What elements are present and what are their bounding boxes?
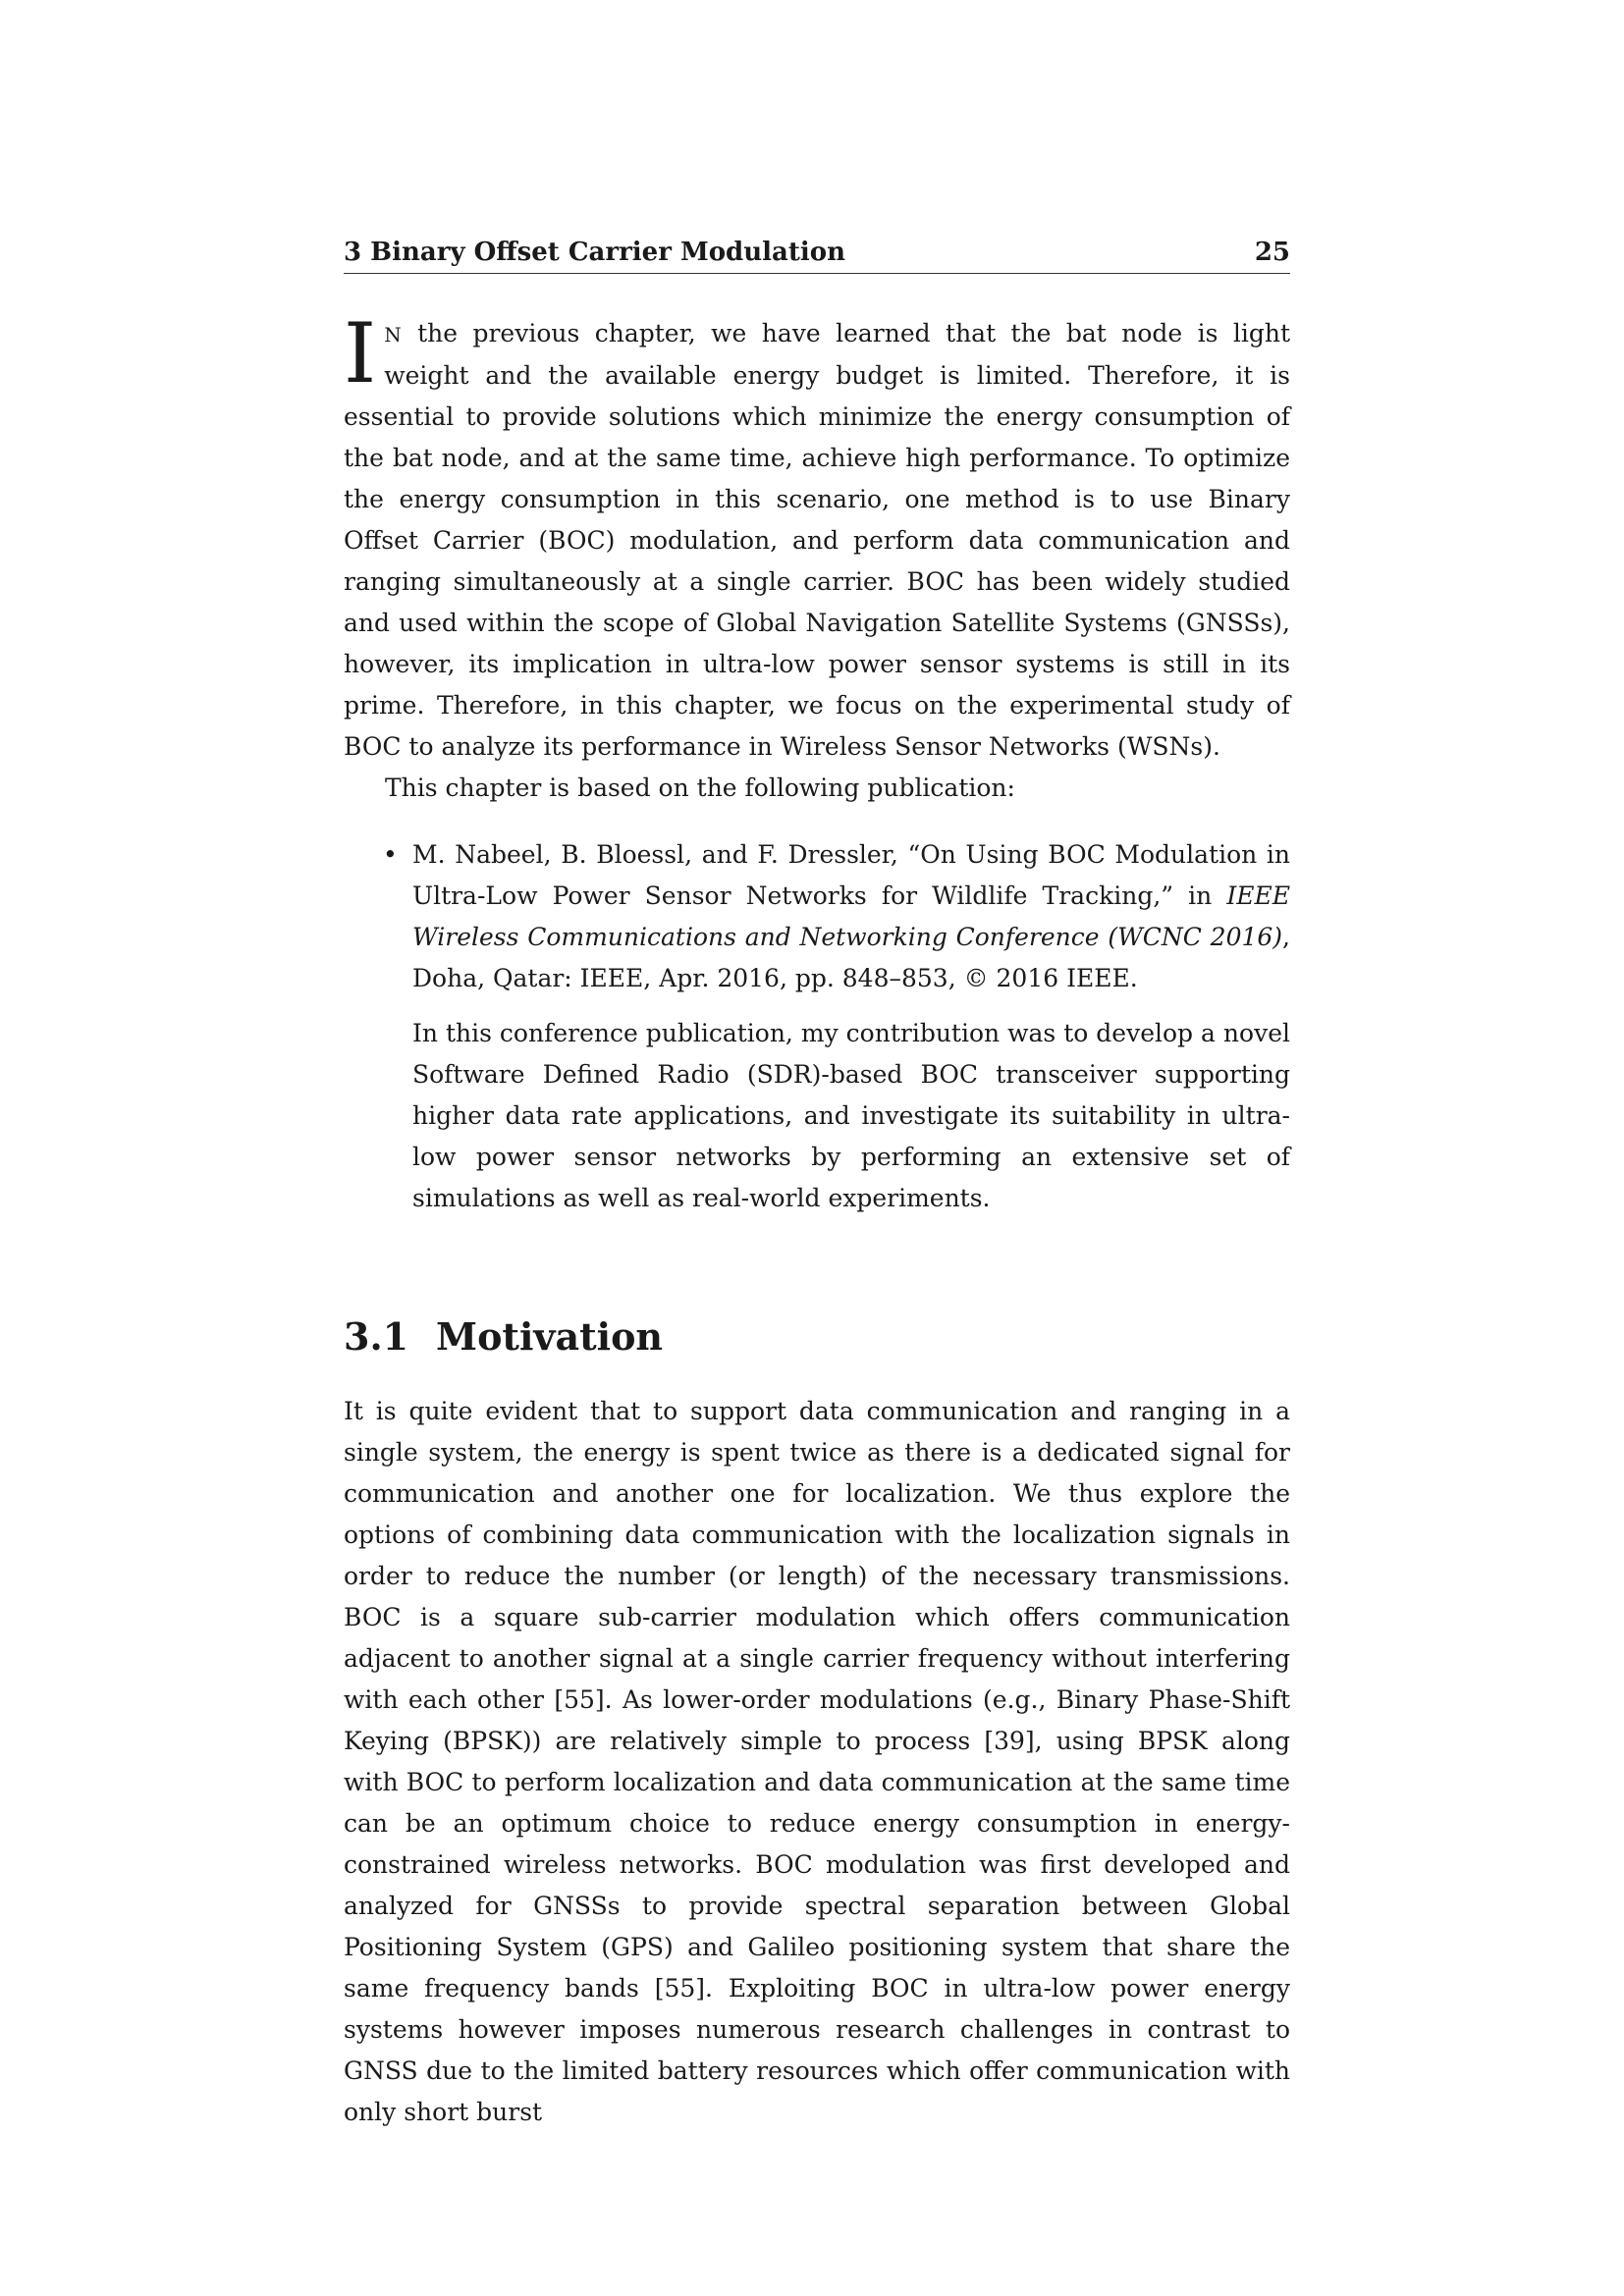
bullet-icon: • (383, 840, 398, 869)
contribution-note: In this conference publication, my contribution was to develop a novel Software Defined Radio (SDR)-based BOC transceiver supporting higher data rate applications, and investigate its suitability in ultra-low power sensor networks by performing an extensive set of simulations as well as real-world experiments. (412, 1019, 1290, 1212)
page-number: 25 (1254, 238, 1290, 267)
intro-text: the previous chapter, we have learned that the bat node is light weight and the available energy budget is limited. Therefore, it is essential to provide solutions which minimize the energy consumption of the bat node, and at the same time, achieve high performance. To optimize the energy consumption in this scenario, one method is to use Binary Offset Carrier (BOC) modulation, and perform data communication and ranging simultaneously at a single carrier. BOC has been widely studied and used within the scope of Global Navigation Satellite Systems (GNSSs), however, its implication in ultra-low power sensor systems is still in its prime. Therefore, in this chapter, we focus on the experimental study of BOC to analyze its performance in Wireless Sensor Networks (WSNs). (344, 319, 1290, 761)
based-on-line: This chapter is based on the following publication: (385, 774, 1015, 802)
page (344, 236, 1290, 2133)
motivation-paragraph: It is quite evident that to support data communication and ranging in a single system, the energy is spent twice as there is a dedicated signal for communication and another one for localization. We thus explore the options of combining data communication with the localization signals in order to reduce the number (or length) of the necessary transmissions. BOC is a square sub-carrier modulation which offers communication adjacent to another signal at a single carrier frequency without interfering with each other [55]. As lower-order modulations (e.g., Binary Phase-Shift Keying (BPSK)) are relatively simple to process [39], using BPSK along with BOC to perform localization and data communication at the same time can be an optimum choice to reduce energy consumption in energy-constrained wireless networks. BOC modulation was first developed and analyzed for GNSSs to provide spectral separation between Global Positioning System (GPS) and Galileo positioning system that share the same frequency bands [55]. Exploiting BOC in ultra-low power energy systems however imposes numerous research challenges in contrast to GNSS due to the limited battery resources which offer communication with only short burst (344, 1397, 1290, 2126)
intro-paragraph (344, 305, 1290, 768)
section-heading (344, 1312, 1290, 1362)
citation-venue: IEEE Wireless Communications and Networking Conference (WCNC 2016) (412, 881, 1290, 951)
publication-citation (412, 834, 1290, 999)
citation-details: , Doha, Qatar: IEEE, Apr. 2016, pp. 848–853, © 2016 IEEE. (412, 923, 1290, 992)
drop-cap: I (344, 305, 377, 401)
publication-item (383, 834, 1290, 1219)
section-title: Motivation (436, 1314, 664, 1359)
publication-list (344, 834, 1290, 1219)
running-header (344, 236, 1290, 274)
intro-smallcap: N (384, 323, 403, 347)
section-number: 3.1 (344, 1314, 409, 1359)
chapter-title: 3 Binary Offset Carrier Modulation (344, 238, 845, 267)
citation-authors-title: M. Nabeel, B. Bloessl, and F. Dressler, “On Using BOC Modulation in Ultra-Low Power Sensor Networks for Wildlife Tracking,” in (412, 840, 1290, 910)
